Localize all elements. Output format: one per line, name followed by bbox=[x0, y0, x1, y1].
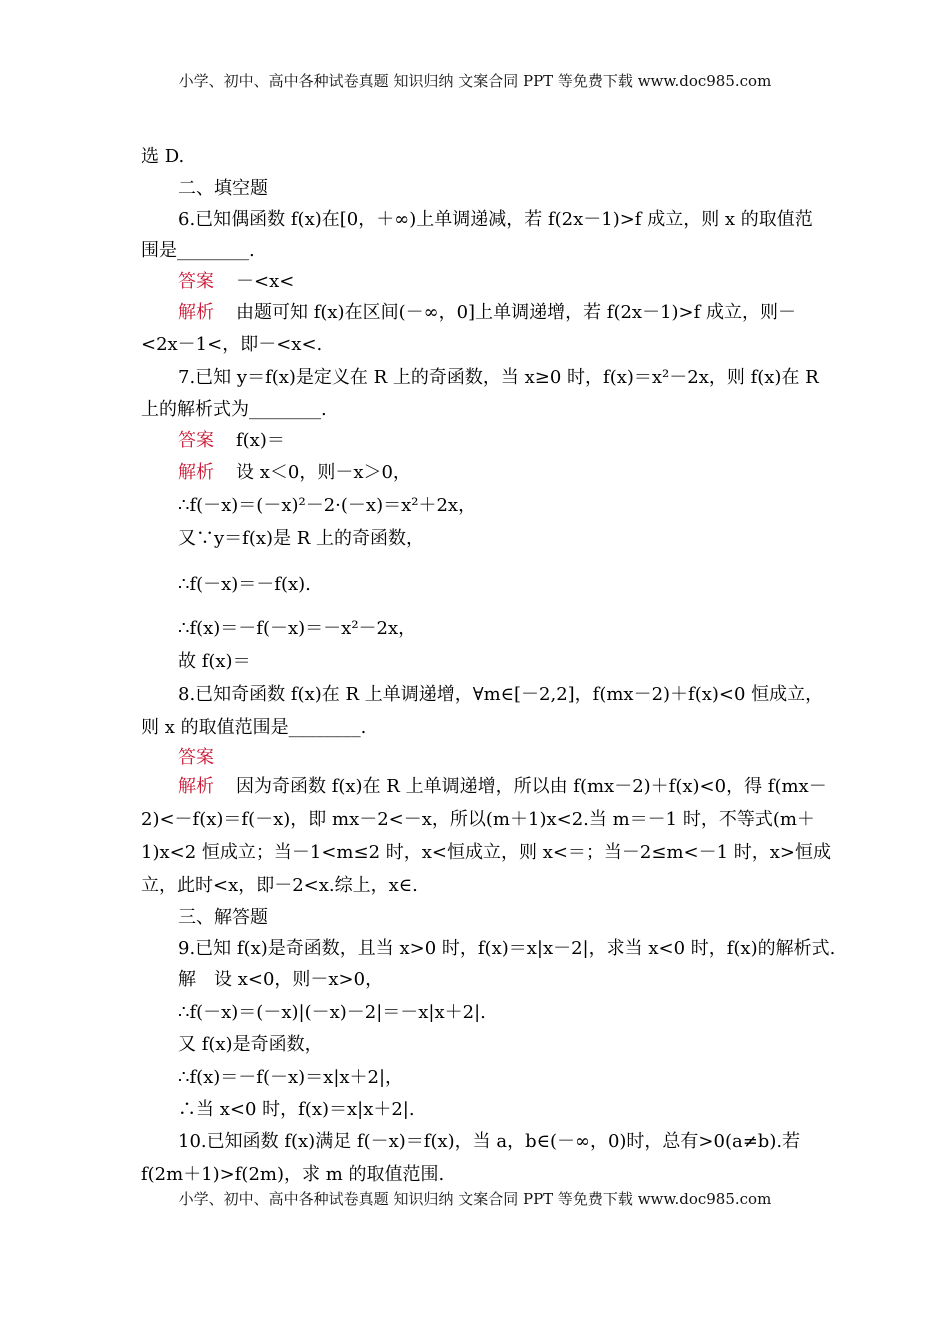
analysis-text: 由题可知 f(x)在区间(－∞，0]上单调递增，若 f(2x－1)>f 成立，则－ bbox=[236, 302, 797, 323]
text-line: 则 x 的取值范围是________. bbox=[141, 717, 367, 738]
answer-text: －<x< bbox=[236, 271, 295, 292]
analysis-label: 解析 bbox=[178, 776, 214, 797]
text-line: 又∵y＝f(x)是 R 上的奇函数， bbox=[178, 528, 425, 549]
page-header: 小学、初中、高中各种试卷真题 知识归纳 文案合同 PPT 等免费下载 www.doc985.com bbox=[178, 72, 772, 90]
answer-line bbox=[178, 429, 285, 453]
answer-line bbox=[178, 270, 294, 294]
text-line: ∴f(－x)＝(－x)²－2·(－x)＝x²＋2x， bbox=[178, 495, 477, 516]
question-6: 6.已知偶函数 f(x)在[0，＋∞)上单调递减，若 f(2x－1)>f 成立，则 x 的取值范 bbox=[178, 209, 813, 230]
answer-text: f(x)＝ bbox=[236, 430, 285, 451]
text-line: f(2m＋1)>f(2m)，求 m 的取值范围. bbox=[141, 1164, 445, 1185]
text-line: 1)x<2 恒成立；当－1<m≤2 时，x<恒成立，则 x<＝；当－2≤m<－1 时，x>恒成 bbox=[141, 842, 832, 863]
section-heading: 三、解答题 bbox=[178, 907, 268, 928]
question-10: 10.已知函数 f(x)满足 f(－x)＝f(x)，当 a，b∈(－∞，0)时，总有>0(a≠b).若 bbox=[178, 1131, 801, 1152]
analysis-label: 解析 bbox=[178, 462, 214, 483]
answer-label: 答案 bbox=[178, 747, 214, 768]
analysis-label: 解析 bbox=[178, 302, 214, 323]
question-9: 9.已知 f(x)是奇函数，且当 x>0 时，f(x)＝x|x－2|，求当 x<0 时，f(x)的解析式. bbox=[178, 938, 836, 959]
text-line: 立，此时<x，即－2<x.综上，x∈. bbox=[141, 875, 418, 896]
question-8: 8.已知奇函数 f(x)在 R 上单调递增，∀m∈[－2,2]，f(mx－2)＋f(x)<0 恒成立， bbox=[178, 684, 824, 705]
analysis-line bbox=[178, 461, 411, 485]
answer-line bbox=[178, 746, 236, 770]
text-line: ∴当 x<0 时，f(x)＝x|x＋2|. bbox=[178, 1099, 415, 1120]
text-line: 2)<－f(x)＝f(－x)，即 mx－2<－x，所以(m＋1)x<2.当 m＝－1 时，不等式(m＋ bbox=[141, 809, 815, 830]
analysis-text: 因为奇函数 f(x)在 R 上单调递增，所以由 f(mx－2)＋f(x)<0，得 f(mx－ bbox=[236, 776, 827, 797]
text-line: 选 D. bbox=[141, 146, 185, 167]
answer-label: 答案 bbox=[178, 430, 214, 451]
page-footer: 小学、初中、高中各种试卷真题 知识归纳 文案合同 PPT 等免费下载 www.doc985.com bbox=[178, 1190, 772, 1208]
text-line: 故 f(x)＝ bbox=[178, 651, 251, 672]
text-line: 又 f(x)是奇函数， bbox=[178, 1034, 323, 1055]
text-line: ∴f(－x)＝－f(x). bbox=[178, 574, 311, 595]
text-line: <2x－1<，即－<x<. bbox=[141, 334, 323, 355]
text-line: 上的解析式为________. bbox=[141, 399, 327, 420]
text-line: ∴f(x)＝－f(－x)＝x|x＋2|， bbox=[178, 1067, 404, 1088]
analysis-line bbox=[178, 301, 796, 325]
text-line: 围是________. bbox=[141, 240, 255, 261]
text-line: ∴f(－x)＝(－x)|(－x)－2|＝－x|x＋2|. bbox=[178, 1002, 486, 1023]
question-7: 7.已知 y＝f(x)是定义在 R 上的奇函数，当 x≥0 时，f(x)＝x²－2x，则 f(x)在 R bbox=[178, 367, 819, 388]
analysis-line bbox=[178, 775, 827, 799]
analysis-text: 设 x＜0，则－x＞0， bbox=[236, 462, 411, 483]
section-heading: 二、填空题 bbox=[178, 178, 268, 199]
text-line: ∴f(x)＝－f(－x)＝－x²－2x， bbox=[178, 618, 417, 639]
text-line: 解 设 x<0，则－x>0， bbox=[178, 969, 384, 990]
answer-label: 答案 bbox=[178, 271, 214, 292]
